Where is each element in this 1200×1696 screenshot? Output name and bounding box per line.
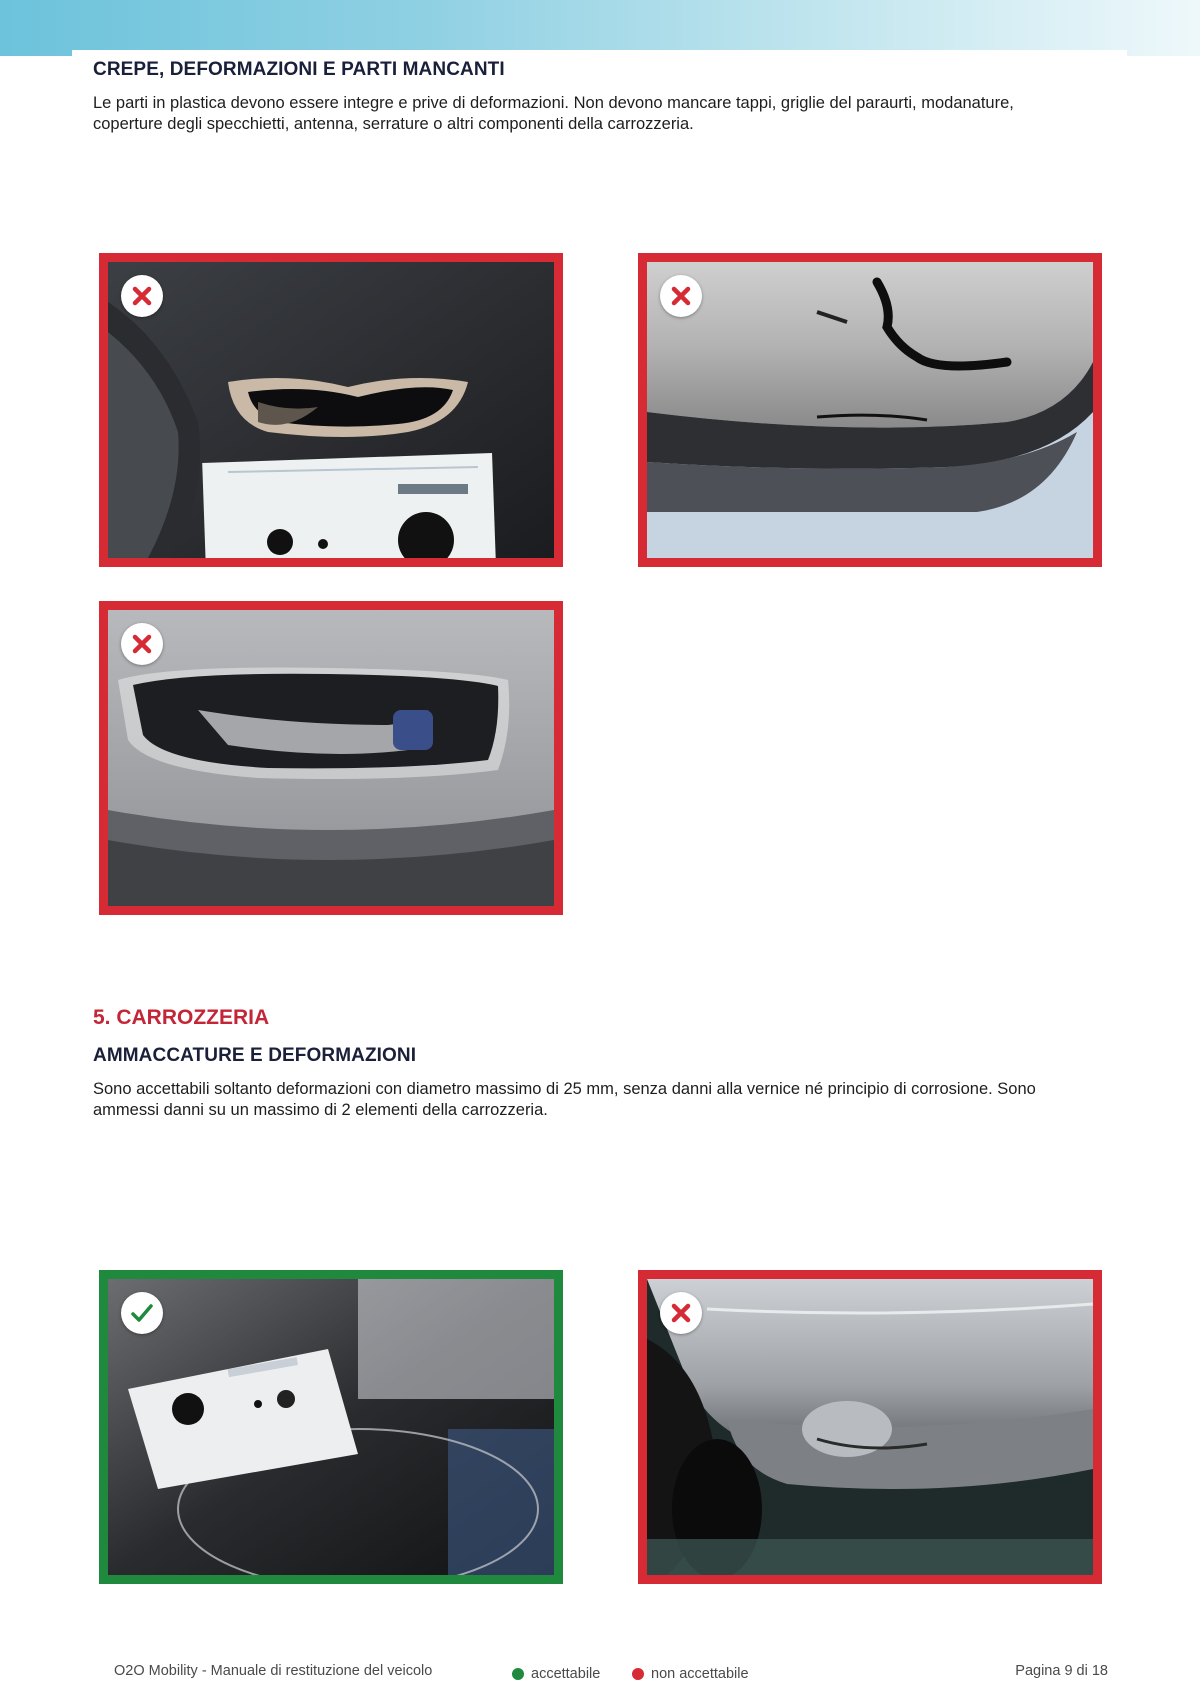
subheading-dents: AMMACCATURE E DEFORMAZIONI — [93, 1045, 417, 1066]
cross-mark-icon — [131, 285, 153, 307]
photo-acceptable-dent — [99, 1270, 563, 1584]
status-badge — [121, 623, 163, 665]
header-band — [0, 0, 1200, 56]
check-mark-icon — [130, 1301, 154, 1325]
status-badge — [121, 1292, 163, 1334]
legend-not-acceptable — [632, 1666, 749, 1682]
cracked-bumper-image — [647, 262, 1093, 558]
legend-label-not-acceptable: non accettabile — [651, 1666, 749, 1682]
green-dot-icon — [512, 1668, 524, 1680]
photo-torn-plastic — [99, 253, 563, 567]
page-number: Pagina 9 di 18 — [1015, 1663, 1108, 1679]
cross-mark-icon — [670, 285, 692, 307]
photo-unacceptable-dent — [638, 1270, 1102, 1584]
cross-mark-icon — [670, 1302, 692, 1324]
subheading-cracks: CREPE, DEFORMAZIONI E PARTI MANCANTI — [93, 59, 505, 80]
footer-document-title: O2O Mobility - Manuale di restituzione del veicolo — [114, 1663, 433, 1679]
status-badge — [121, 275, 163, 317]
acceptable-dent-image — [108, 1279, 554, 1575]
section-title-carrozzeria: 5. CARROZZERIA — [93, 1006, 270, 1029]
section-bodywork — [93, 1006, 1113, 1121]
paragraph-dents: Sono accettabili soltanto deformazioni con diametro massimo di 25 mm, senza danni alla vernice né principio di corrosione. Sono ammessi danni su un massimo di 2 elementi della carrozzeria. — [93, 1080, 1036, 1119]
legend-label-acceptable: accettabile — [531, 1666, 601, 1682]
status-badge — [660, 275, 702, 317]
cross-mark-icon — [131, 633, 153, 655]
red-dot-icon — [632, 1668, 644, 1680]
section-cracks — [93, 59, 1113, 135]
photo-cracked-bumper — [638, 253, 1102, 567]
unacceptable-dent-image — [647, 1279, 1093, 1575]
torn-plastic-image — [108, 262, 554, 558]
status-badge — [660, 1292, 702, 1334]
paragraph-cracks: Le parti in plastica devono essere integre e prive di deformazioni. Non devono mancare tappi, griglie del paraurti, modanature, coperture degli specchietti, antenna, serrature o altri componenti della carrozzeria. — [93, 94, 1014, 133]
photo-missing-grille — [99, 601, 563, 915]
legend-acceptable — [512, 1666, 600, 1682]
missing-grille-image — [108, 610, 554, 906]
